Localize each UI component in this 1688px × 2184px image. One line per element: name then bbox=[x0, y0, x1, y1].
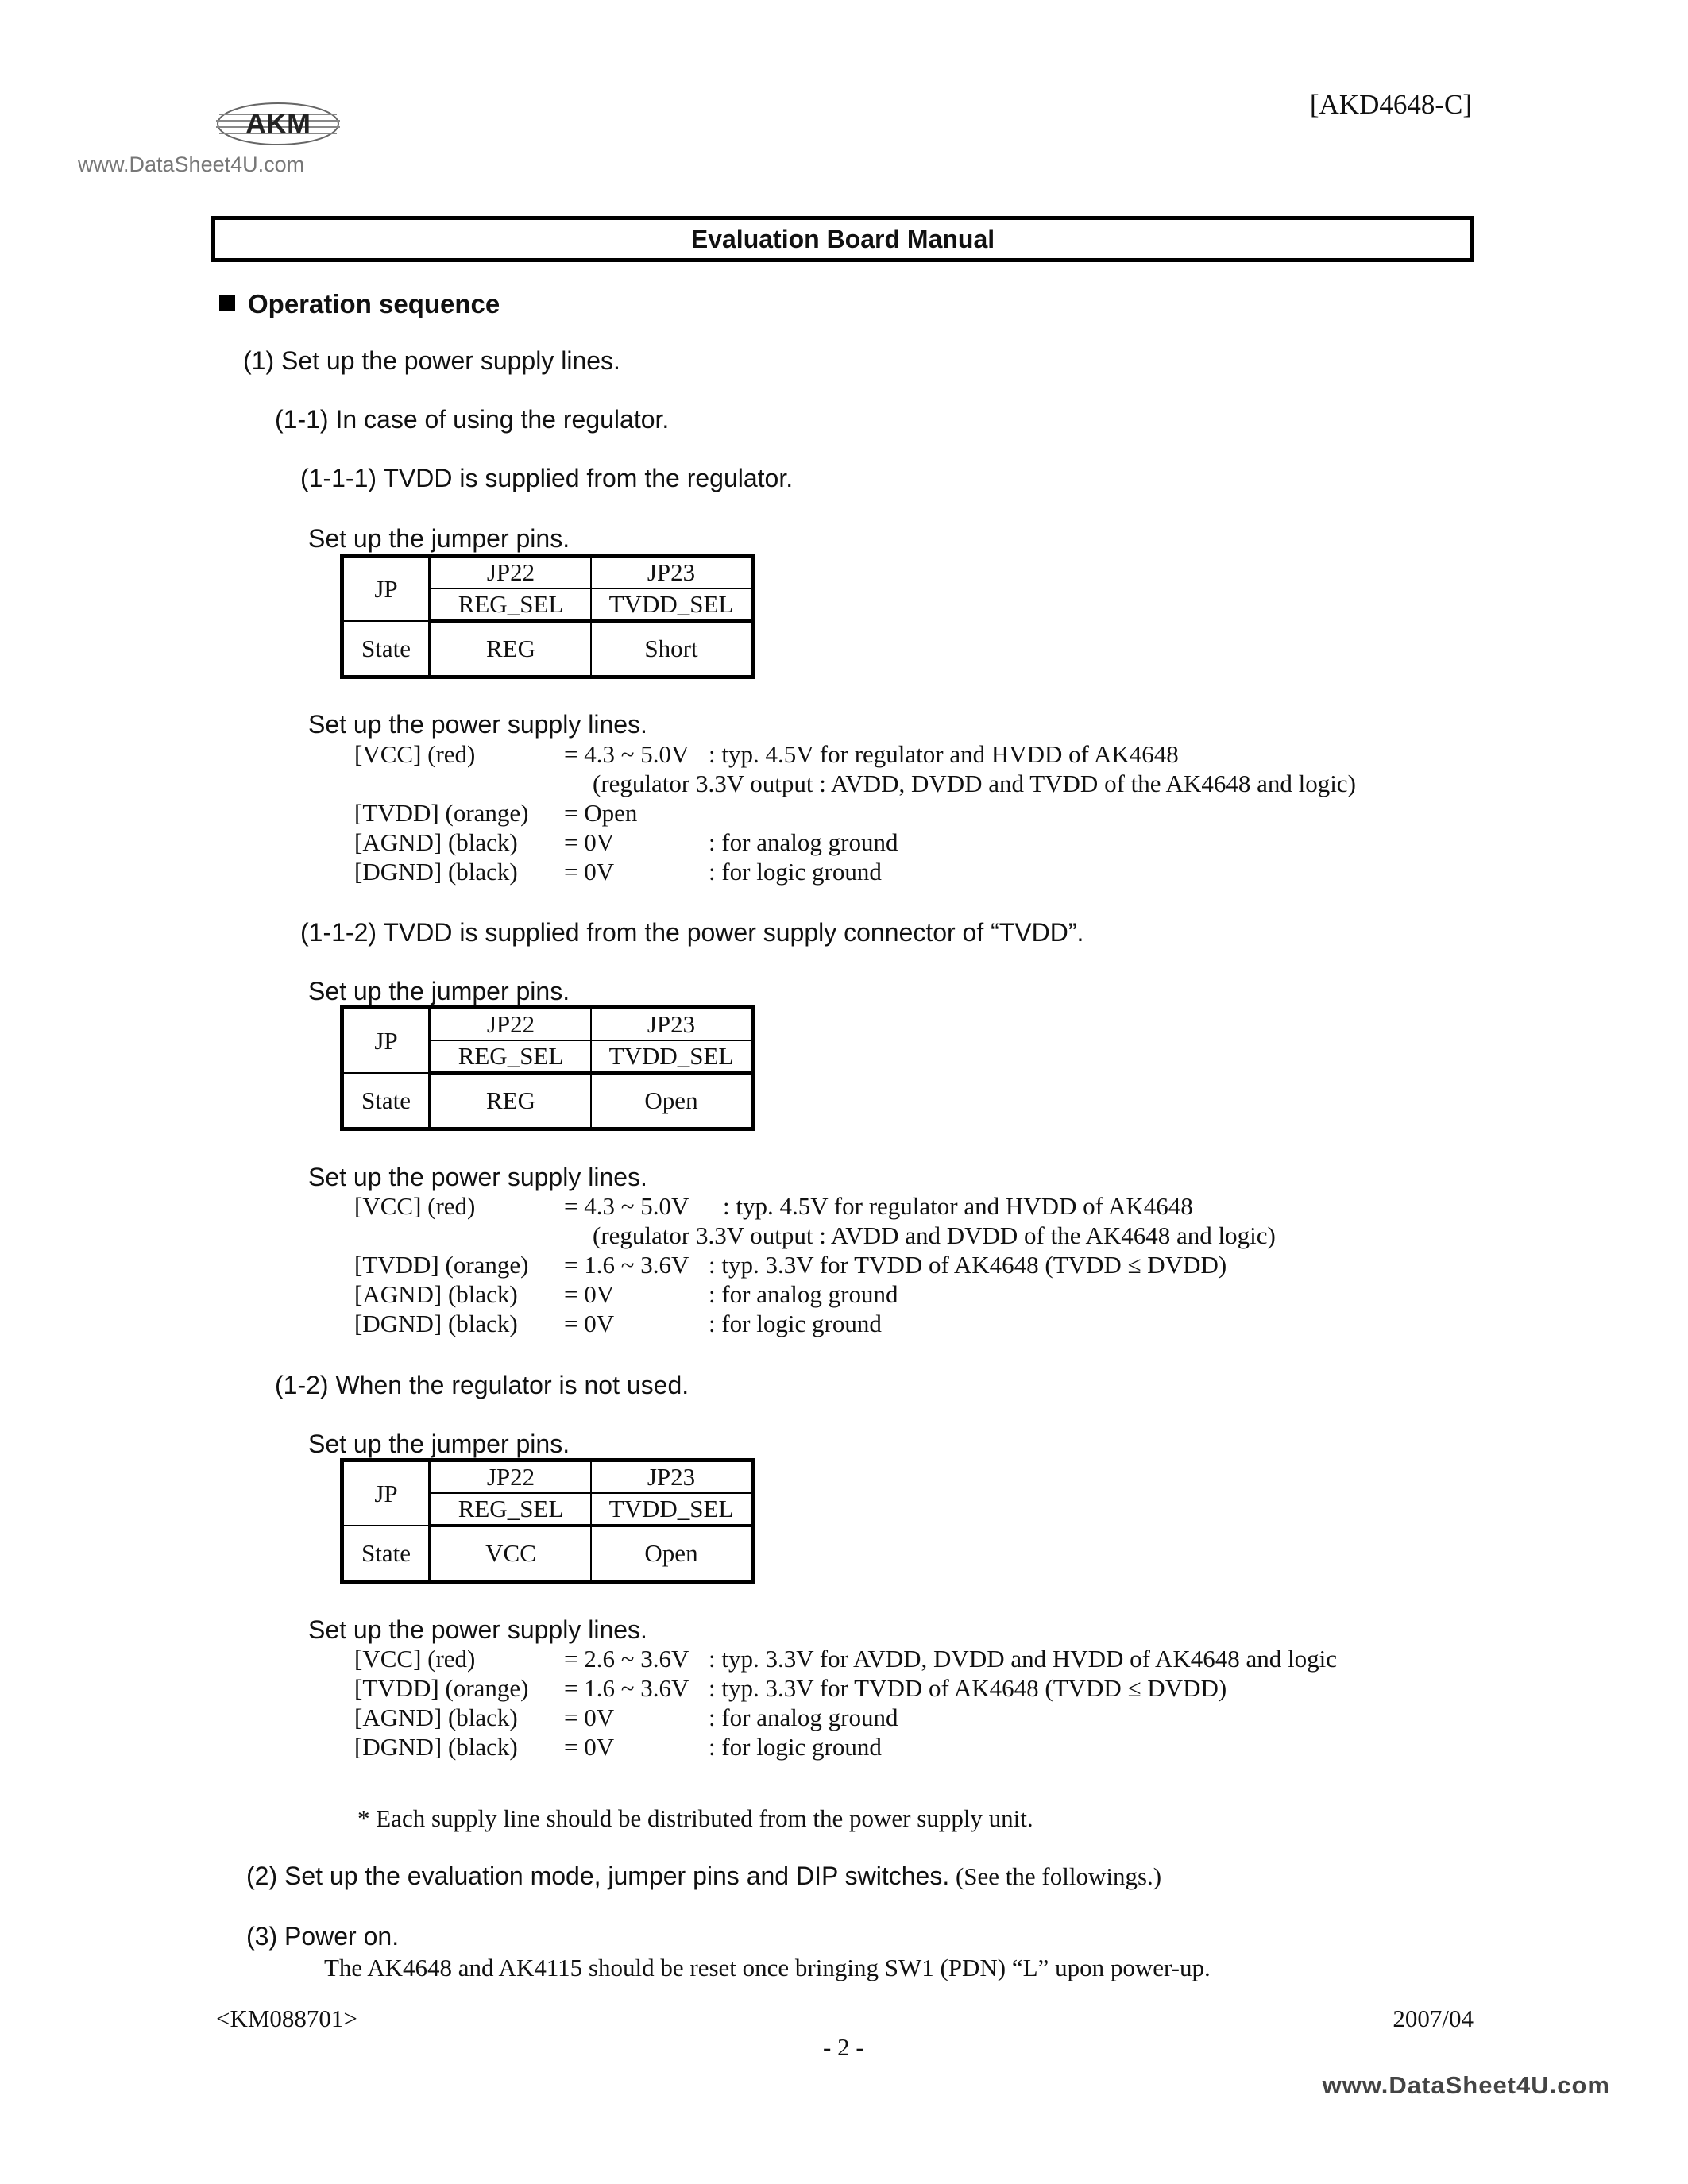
page-number: - 2 - bbox=[823, 2033, 864, 2061]
jumper-label-1: Set up the jumper pins. bbox=[308, 524, 570, 553]
document-code: <KM088701> bbox=[216, 2005, 357, 2032]
step-2-note: (See the followings.) bbox=[949, 1862, 1162, 1890]
jp-header: JP bbox=[342, 1461, 431, 1526]
jumper-label-3: Set up the jumper pins. bbox=[308, 1430, 570, 1458]
jp-header: JP bbox=[342, 1008, 431, 1074]
document-id: [AKD4648-C] bbox=[1309, 89, 1472, 120]
jp22-state: REG bbox=[430, 621, 591, 677]
tvdd-sel-label: TVDD_SEL bbox=[591, 1493, 753, 1526]
power-line: [DGND] (black) = 0V : for logic ground bbox=[354, 858, 882, 886]
watermark-top: www.DataSheet4U.com bbox=[78, 152, 305, 176]
jp22-header: JP22 bbox=[430, 556, 591, 589]
state-label: State bbox=[342, 621, 431, 677]
document-date: 2007/04 bbox=[1393, 2005, 1474, 2032]
power-lines-2 bbox=[354, 1191, 1466, 1338]
power-label-3: Set up the power supply lines. bbox=[308, 1615, 647, 1644]
jp22-header: JP22 bbox=[430, 1461, 591, 1494]
power-label-2: Set up the power supply lines. bbox=[308, 1163, 647, 1191]
power-lines-1 bbox=[354, 739, 1466, 886]
jp22-state: REG bbox=[430, 1073, 591, 1129]
jumper-table-1 bbox=[340, 554, 755, 679]
power-line: [VCC] (red) = 4.3 ~ 5.0V : typ. 4.5V for regulator and HVDD of AK4648 bbox=[354, 1192, 1193, 1220]
step-1-1: (1-1) In case of using the regulator. bbox=[275, 405, 670, 434]
power-line: [AGND] (black) = 0V : for analog ground bbox=[354, 828, 898, 856]
jp23-state: Open bbox=[591, 1526, 753, 1582]
section-heading-text: Operation sequence bbox=[248, 289, 500, 318]
step-2-text: (2) Set up the evaluation mode, jumper pins and DIP switches. bbox=[246, 1862, 950, 1890]
power-line: [TVDD] (orange) = 1.6 ~ 3.6V : typ. 3.3V for TVDD of AK4648 (TVDD ≤ DVDD) bbox=[354, 1674, 1227, 1702]
section-heading bbox=[219, 289, 500, 319]
step-3-text: The AK4648 and AK4115 should be reset once bringing SW1 (PDN) “L” upon power-up. bbox=[324, 1954, 1211, 1981]
reg-sel-label: REG_SEL bbox=[430, 588, 591, 621]
jp23-state: Short bbox=[591, 621, 753, 677]
step-2 bbox=[246, 1862, 1161, 1891]
jp23-header: JP23 bbox=[591, 1461, 753, 1494]
jp-header: JP bbox=[342, 556, 431, 622]
step-1-1-2: (1-1-2) TVDD is supplied from the power supply connector of “TVDD”. bbox=[300, 918, 1084, 947]
jp23-header: JP23 bbox=[591, 1008, 753, 1041]
power-line: [TVDD] (orange) = Open bbox=[354, 799, 638, 827]
tvdd-sel-label: TVDD_SEL bbox=[591, 588, 753, 621]
power-line: [TVDD] (orange) = 1.6 ~ 3.6V : typ. 3.3V for TVDD of AK4648 (TVDD ≤ DVDD) bbox=[354, 1251, 1227, 1279]
logo-text: AKM bbox=[245, 107, 311, 140]
reg-sel-label: REG_SEL bbox=[430, 1493, 591, 1526]
watermark-bottom: www.DataSheet4U.com bbox=[1322, 2071, 1610, 2099]
power-label-1: Set up the power supply lines. bbox=[308, 710, 647, 739]
jp23-state: Open bbox=[591, 1073, 753, 1129]
power-line: [DGND] (black) = 0V : for logic ground bbox=[354, 1733, 882, 1761]
jp22-header: JP22 bbox=[430, 1008, 591, 1041]
power-line: (regulator 3.3V output : AVDD, DVDD and TVDD of the AK4648 and logic) bbox=[593, 770, 1356, 797]
state-label: State bbox=[342, 1526, 431, 1582]
jumper-table-3 bbox=[340, 1458, 755, 1584]
power-lines-3 bbox=[354, 1644, 1466, 1761]
step-1-2: (1-2) When the regulator is not used. bbox=[275, 1371, 689, 1399]
step-1-1-1: (1-1-1) TVDD is supplied from the regulator. bbox=[300, 464, 794, 492]
step-3: (3) Power on. bbox=[246, 1922, 400, 1951]
step-1: (1) Set up the power supply lines. bbox=[243, 346, 620, 375]
akm-logo-graphic bbox=[214, 97, 342, 151]
footnote: * Each supply line should be distributed from the power supply unit. bbox=[357, 1804, 1033, 1832]
jumper-table-2 bbox=[340, 1005, 755, 1131]
power-line: [AGND] (black) = 0V : for analog ground bbox=[354, 1704, 898, 1731]
power-line: [AGND] (black) = 0V : for analog ground bbox=[354, 1280, 898, 1308]
square-bullet-icon bbox=[219, 295, 235, 311]
reg-sel-label: REG_SEL bbox=[430, 1040, 591, 1073]
state-label: State bbox=[342, 1073, 431, 1129]
jp23-header: JP23 bbox=[591, 556, 753, 589]
akm-logo bbox=[214, 97, 342, 151]
power-line: [DGND] (black) = 0V : for logic ground bbox=[354, 1310, 882, 1337]
jp22-state: VCC bbox=[430, 1526, 591, 1582]
power-line: [VCC] (red) = 4.3 ~ 5.0V : typ. 4.5V for regulator and HVDD of AK4648 bbox=[354, 740, 1179, 768]
power-line: (regulator 3.3V output : AVDD and DVDD of the AK4648 and logic) bbox=[593, 1221, 1276, 1249]
page-title: Evaluation Board Manual bbox=[211, 216, 1474, 262]
tvdd-sel-label: TVDD_SEL bbox=[591, 1040, 753, 1073]
power-line: [VCC] (red) = 2.6 ~ 3.6V : typ. 3.3V for AVDD, DVDD and HVDD of AK4648 and logic bbox=[354, 1645, 1338, 1673]
jumper-label-2: Set up the jumper pins. bbox=[308, 977, 570, 1005]
